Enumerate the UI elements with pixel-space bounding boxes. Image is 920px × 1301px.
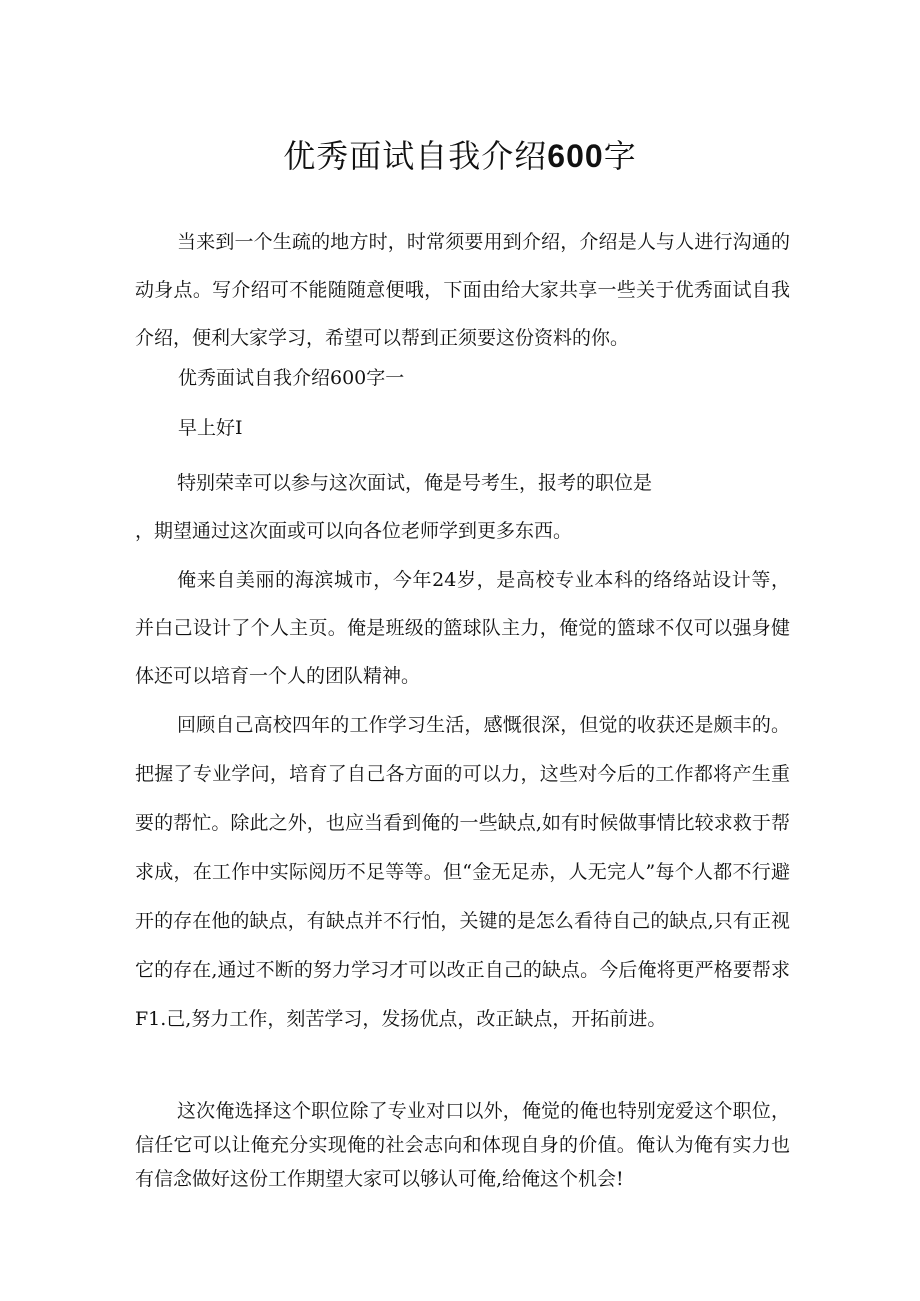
choice-paragraph: 这次俺选择这个职位除了专业对口以外，俺觉的俺也特别宠爱这个职位，信任它可以让俺充分实现俺的社会志向和体现自身的价值。俺认为俺有实力也有信念做好这份工作期望大家可以够认可俺,给俺这个机会! (135, 1100, 790, 1190)
exam-line-2: ，期望通过这次面或可以向各位老师学到更多东西。 (135, 520, 573, 542)
document-title (0, 134, 920, 178)
exam-line-1: 特别荣幸可以参与这次面试，俺是号考生，报考的职位是 (177, 472, 653, 494)
title-suffix: 字 (603, 137, 637, 175)
self-intro-paragraph: 俺来自美丽的海滨城市，今年24岁，是高校专业本科的络络站设计等，并白己设计了个人主页。俺是班级的篮球队主力，俺觉的篮球不仅可以强身健体还可以培育一个人的团队精神。 (135, 569, 790, 687)
section-subtitle: 优秀面试自我介绍600字一 (178, 367, 405, 389)
review-paragraph: 回顾自己高校四年的工作学习生活，感慨很深，但觉的收获还是颇丰的。把握了专业学问，培育了自己各方面的可以力，这些对今后的工作都将产生重要的帮忙。除此之外，也应当看到俺的一些缺点,如有时候做事情比较求救于帮求成，在工作中实际阅历不足等等。但“金无足赤，人无完人”每个人都不行避开的存在他的缺点，有缺点并不行怕，关键的是怎么看待自己的缺点,只有正视它的存在,通过不断的努力学习才可以改正自己的缺点。今后俺将更严格要帮求F1.己,努力工作，刻苦学习，发扬优点，改正缺点，开拓前进。 (135, 714, 790, 1030)
intro-paragraph: 当来到一个生疏的地方时，时常须要用到介绍，介绍是人与人进行沟通的动身点。写介绍可不能随随意便哦，下面由给大家共享一些关于优秀面试自我介绍，便利大家学习，希望可以帮到正须要这份资料的你。 (135, 231, 790, 349)
title-text: 优秀面试自我介绍 (283, 137, 548, 175)
exam-paragraph (135, 459, 790, 555)
title-number: 600 (547, 138, 604, 174)
greeting-line: 早上好I (178, 417, 243, 439)
